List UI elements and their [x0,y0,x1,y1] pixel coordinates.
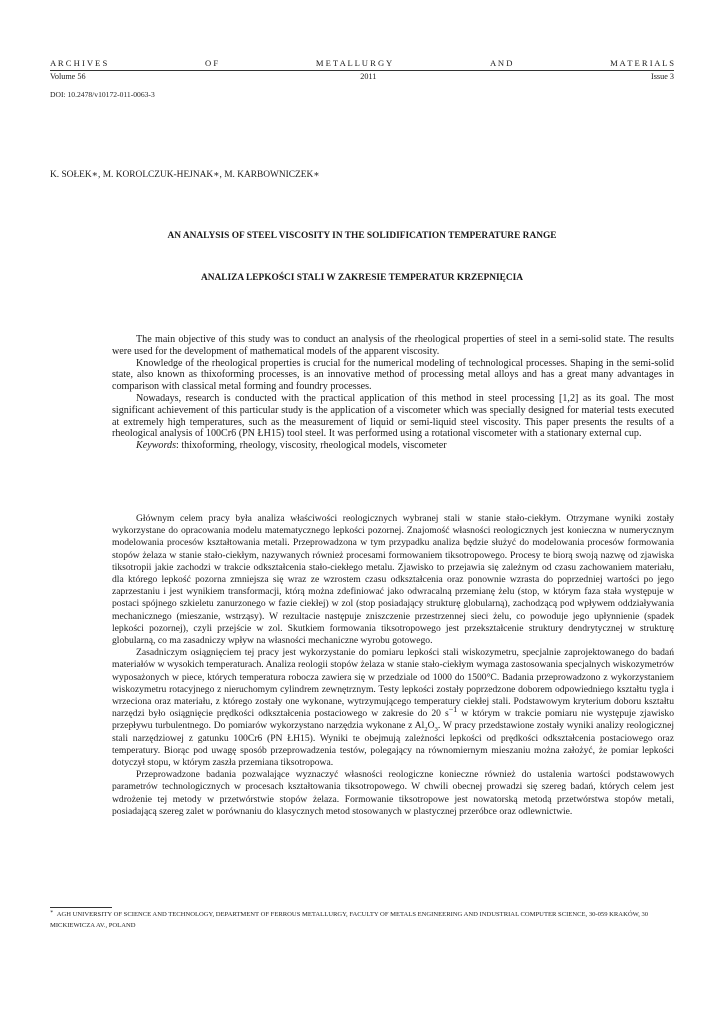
volume-label: Volume 56 [50,72,86,81]
keywords-label: Keywords [136,440,177,452]
abstract-polish [112,513,674,818]
subscript: 3 [434,726,438,734]
subscript: 2 [424,726,428,734]
superscript: −1 [448,705,458,715]
streszczenie-paragraph: Głównym celem pracy była analiza właściwości reologicznych wybranej stali w stanie stało-ciekłym. Otrzymane wyniki zostały wykorzystane do opracowania modelu matematycznego lepkości pozornej. Znajomość własności reologicznych jest konieczna w numerycznym modelowania procesów kształtowania metali. Przeprowadzona w tym przypadku analiza będzie służyć do modelowania procesów formowania stopów żelaza w stanie stało-ciekłym, nazywanych również procesami formowaniem tiksotropowego. Procesy te biorą swoją nazwę od zjawiska tiksotropii jakie zachodzi w trakcie odkształcenia stało-ciekłego metalu. Zjawisko to przejawia się zależnym od czasu zachowaniem materiału, dla którego lepkość pozorna zmniejsza się wraz ze wzrostem czasu odkształcenia oraz ponownie wzrasta do poprzedniej wartości po jego zaprzestaniu i jest wynikiem transformacji, którą można zdefiniować jako odwracalną przemianę żelu (stop, w którym faza stała występuje w postaci spójnego szkieletu zanurzonego w fazie ciekłej) w zol (stop posiadający strukturę globularną), zachodzącą pod wpływem oddziaływania mechanicznego (mieszanie, wstrząsy). W rezultacie następuje zniszczenie przestrzennej sieci żelu, co powoduje jego upłynnienie (spadek lepkości pozornej), czyli przejście w zol. Skutkiem formowania tiksotropowego jest przekształcenie struktury dendrytycznej w strukturę globularną, co ma zasadniczy wpływ na własności mechaniczne wyrobu gotowego. [112,513,674,647]
journal-word-archives: A R C H I V E S [50,58,108,68]
journal-word-metallurgy: M E T A L L U R G Y [315,58,393,68]
issue-meta [50,72,674,82]
journal-word-and: A N D [489,58,513,68]
streszczenie-paragraph: Przeprowadzone badania pozwalające wyznaczyć własności reologiczne konieczne również do ustalenia wartości podstawowych parametrów technologicznych w procesach kształtowania tiksotropowego. W chwili obecnej prowadzi się szereg badań, których celem jest wdrożenie tej metody w przetwórstwie stopów żelaza. Formowanie tiksotropowe jest nowatorską metodą przetwórstwa stopów metali, posiadającą szereg zalet w porównaniu do klasycznych metod stosowanych w plastycznej przeróbce oraz odlewnictwie. [112,769,674,817]
journal-word-of: O F [204,58,219,68]
issue-label: Issue 3 [651,72,674,81]
text-run: O [427,720,435,732]
footnote-text: AGH UNIVERSITY OF SCIENCE AND TECHNOLOGY, DEPARTMENT OF FERROUS METALLURGY, FACULTY OF METALS ENGINEERING AND INDUSTRIAL COMPUTER SCIENCE, 30-059 KRAKÓW, 30 MICKIEWICZA AV., POLAND [50,911,649,929]
abstract-paragraph: Knowledge of the rheological properties is crucial for the numerical modeling of technological processes. Shaping in the semi-solid state, also known as thixoforming processes, is an innovative method of processing metal alloys and has a great many advantages in comparison with classical metal forming and foundry processes. [112,357,674,393]
abstract-english [112,334,674,452]
title-polish: ANALIZA LEPKOŚCI STALI W ZAKRESIE TEMPERATUR KRZEPNIĘCIA [200,273,524,283]
author-list: K. SOŁEK∗, M. KOROLCZUK-HEJNAK∗, M. KARBOWNICZEK∗ [50,170,320,180]
keywords-text: : thixoforming, rheology, viscosity, rheological models, viscometer [176,440,447,452]
journal-word-materials: M A T E R I A L S [610,58,674,68]
header-rule [50,70,674,71]
abstract-paragraph: The main objective of this study was to conduct an analysis of the rheological properties of steel in a semi-solid state. The results were used for the development of mathematical models of the apparent viscosity. [112,334,674,357]
abstract-paragraph: Nowadays, research is conducted with the practical application of this method in steel processing [1,2] as its goal. The most significant achievement of this particular study is the application of a viscometer which was specially designed for material tests executed at extremely high temperatures, such as the measurement of liquid or semi-liquid steel viscosity. This paper presents the results of a rheological analysis of 100Cr6 (PN ŁH15) tool steel. It was performed using a rotational viscometer with a stationary external cup. [112,392,674,440]
journal-title [50,58,674,69]
text-run: . W pracy przedstawione zostały wyniki analizy reologicznej stali narzędziowej z gatunku 100Cr6 (PN ŁH15). Wyniki te obejmują zależności lepkości od prędkości odkształcenia postaciowego oraz temperatury. Biorąc pod uwagę sposób przeprowadzenia testów, polegający na równomiernym mieszaniu można założyć, że pomiar lepkości dotyczył stopu, w którym zaszła przemiana tiksotropowa. [112,720,674,769]
footnote-rule [50,907,112,908]
title-english: AN ANALYSIS OF STEEL VISCOSITY IN THE SOLIDIFICATION TEMPERATURE RANGE [167,231,557,241]
text-run: w którym w trakcie pomiaru nie występuje zjawisko przepływu turbulentnego. Do pomiarów wykorzystano narzędzia wykonane z Al [112,708,674,732]
affiliation-footnote [50,910,674,931]
streszczenie-paragraph [112,647,674,769]
text-run: Zasadniczym osiągnięciem tej pracy jest wykorzystanie do pomiaru lepkości stali wiskozymetru, specjalnie zaprojektowanego do badań materiałów w wysokich temperaturach. Analiza reologii stopów żelaza w stanie stało-ciekłym wymaga zastosowania specjalnych wiskozymetrów wyposażonych w piece, których temperatura robocza zawiera się w przedziale od 1000 do 1500°C. Badania przeprowadzono z wykorzystaniem wiskozymetru rotacyjnego z nieruchomym cylindrem zewnętrznym. Testy lepkości zostały poprzedzone doborem odpowiedniego kształtu tygla i wrzeciona oraz materiału, z którego zostały one wykonane, wytrzymującego temperatury ciekłej stali. Podstawowym kryterium doboru kształtu narzędzi było osiągnięcie prędkości odkształcenia postaciowego w zakresie do 20 s [112,647,674,720]
year-label: 2011 [360,72,377,81]
paper-page [50,0,674,1024]
footnote-marker: ∗ [50,909,54,915]
doi-line: DOI: 10.2478/v10172-011-0063-3 [50,90,155,99]
keywords-line [112,440,674,452]
